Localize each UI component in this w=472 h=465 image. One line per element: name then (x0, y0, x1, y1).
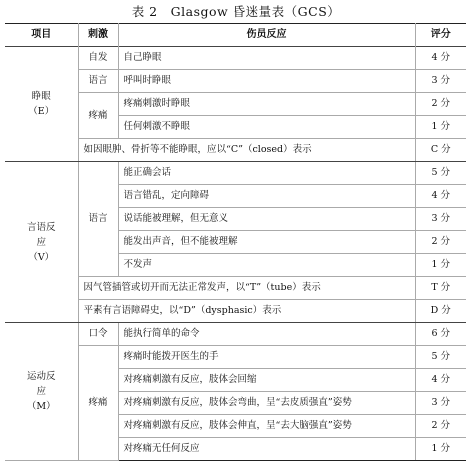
category-label: 言语反 (26, 221, 56, 233)
header-row (5, 24, 466, 47)
score-cell: 2 分 (415, 415, 466, 438)
response-cell: 对疼痛刺激有反应，肢体会回缩 (118, 369, 415, 392)
score-cell: T 分 (415, 277, 466, 300)
category-label: 应 (36, 236, 46, 248)
score-cell: 4 分 (415, 369, 466, 392)
score-cell: 4 分 (415, 47, 466, 70)
stimulus-cell: 语言 (78, 162, 118, 277)
category-code: （V） (28, 251, 55, 263)
response-cell: 不发声 (118, 254, 415, 277)
header-stimulus: 刺激 (78, 24, 118, 47)
response-cell: 对疼痛刺激有反应，肢体会弯曲，呈“去皮质强直”姿势 (118, 392, 415, 415)
stimulus-cell: 疼痛 (78, 93, 118, 139)
category-label: 运动反 (26, 371, 56, 382)
response-cell: 语言错乱，定向障碍 (118, 185, 415, 208)
table-row (5, 47, 466, 70)
stimulus-cell: 口令 (78, 323, 118, 346)
table-row (5, 323, 466, 346)
category-code: （E） (28, 106, 55, 117)
response-cell: 疼痛刺激时睁眼 (118, 93, 415, 116)
header-response: 伤员反应 (118, 24, 415, 47)
response-cell: 能发出声音，但不能被理解 (118, 231, 415, 254)
category-verbal (5, 162, 78, 323)
response-cell: 自己睁眼 (118, 47, 415, 70)
category-label: 应 (36, 386, 46, 397)
score-cell: 3 分 (415, 392, 466, 415)
category-label: 睁眼 (31, 91, 51, 102)
score-cell: 1 分 (415, 254, 466, 277)
score-cell: 1 分 (415, 438, 466, 461)
score-cell: 2 分 (415, 231, 466, 254)
score-cell: 5 分 (415, 162, 466, 185)
stimulus-cell: 语言 (78, 70, 118, 93)
header-item: 项目 (31, 29, 52, 40)
response-cell: 能正确会话 (118, 162, 415, 185)
response-cell: 对疼痛无任何反应 (118, 438, 415, 461)
score-cell: 5 分 (415, 346, 466, 369)
stimulus-cell: 疼痛 (78, 346, 118, 461)
category-motor (5, 323, 78, 461)
response-cell: 呼叫时睁眼 (118, 70, 415, 93)
score-cell: C 分 (415, 139, 466, 162)
category-code: （M） (26, 401, 56, 412)
response-cell: 任何刺激不睁眼 (118, 116, 415, 139)
note-cell: 如因眼肿、骨折等不能睁眼，应以“C”（closed）表示 (78, 139, 415, 162)
response-cell: 对疼痛刺激有反应，肢体会伸直，呈“去大脑强直”姿势 (118, 415, 415, 438)
response-cell: 说话能被理解，但无意义 (118, 208, 415, 231)
table-title: 表 2 Glasgow 昏迷量表（GCS） (131, 4, 341, 19)
note-cell: 因气管插管或切开而无法正常发声，以“T”（tube）表示 (78, 277, 415, 300)
score-cell: 4 分 (415, 185, 466, 208)
score-cell: 6 分 (415, 323, 466, 346)
score-cell: 3 分 (415, 70, 466, 93)
response-cell: 疼痛时能拨开医生的手 (118, 346, 415, 369)
header-score: 评分 (415, 24, 466, 47)
table-row (5, 162, 466, 185)
score-cell: 1 分 (415, 116, 466, 139)
score-cell: 3 分 (415, 208, 466, 231)
category-eye (5, 47, 78, 162)
score-cell: D 分 (415, 300, 466, 323)
stimulus-cell: 自发 (78, 47, 118, 70)
note-cell: 平素有言语障碍史，以“D”（dysphasic）表示 (78, 300, 415, 323)
response-cell: 能执行简单的命令 (118, 323, 415, 346)
score-cell: 2 分 (415, 93, 466, 116)
gcs-table (5, 23, 466, 461)
